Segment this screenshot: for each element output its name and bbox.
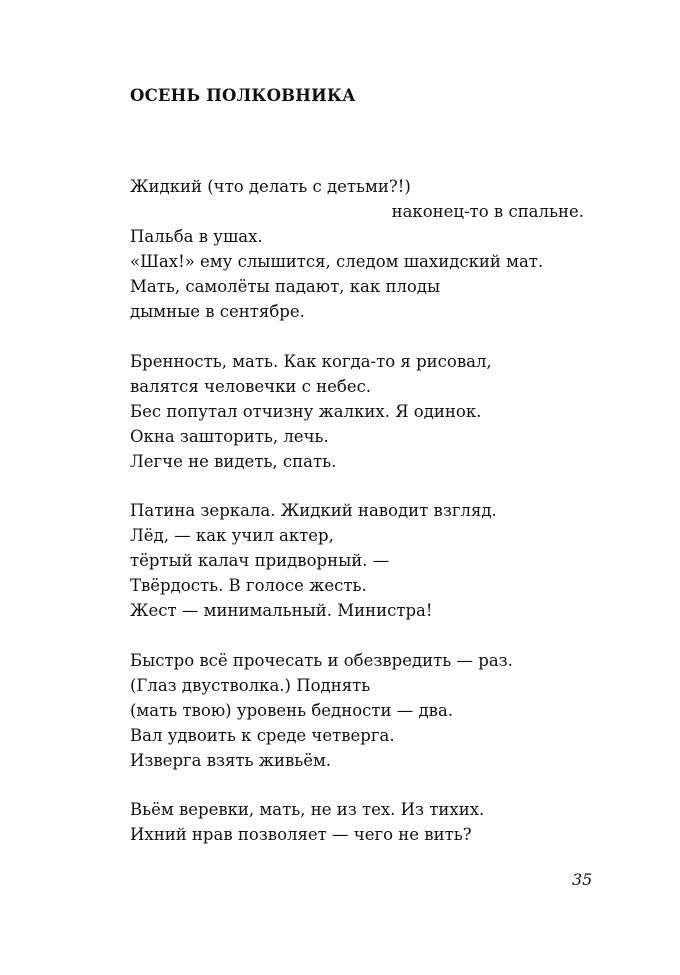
stanza-divider: [130, 474, 600, 499]
poem-line: Мать, самолёты падают, как плоды: [130, 277, 441, 296]
stanza-5: [130, 797, 600, 847]
poem-line: Изверга взять живьём.: [130, 750, 332, 770]
poem-title: ОСЕНЬ ПОЛКОВНИКА: [130, 86, 356, 105]
poem-line: Окна зашторить, лечь.: [130, 426, 329, 446]
poem-body: [130, 174, 600, 847]
poem-line: Твёрдость. В голосе жесть.: [130, 576, 367, 595]
stanza-1: [130, 174, 600, 324]
stanza-2: [130, 349, 600, 474]
page-number: 35: [572, 870, 593, 889]
poem-line: Пальба в ушах.: [130, 227, 263, 246]
poem-line: «Шах!» ему слышится, следом шахидский мат.: [130, 252, 544, 271]
stanza-divider: [130, 623, 600, 648]
poem-line: наконец-то в спальне.: [391, 202, 584, 221]
stanza-3: [130, 498, 600, 623]
poem-line: Лёд, — как учил актер,: [130, 526, 334, 545]
poem-line: Вьём веревки, мать, не из тех. Из тихих.: [130, 800, 485, 819]
poem-line: Жест — минимальный. Министра!: [130, 601, 433, 620]
poem-line: Жидкий (что делать с детьми?!): [130, 177, 411, 196]
poem-line: Патина зеркала. Жидкий наводит взгляд.: [130, 501, 497, 520]
poem-line: тёртый калач придворный. —: [130, 551, 390, 570]
poem-line: Ихний нрав позволяет — чего не вить?: [130, 825, 472, 844]
poem-line: Вал удвоить к среде четверга.: [130, 725, 395, 745]
poem-line: Бес попутал отчизну жалких. Я одинок.: [130, 401, 482, 421]
poem-line: валятся человечки с небес.: [130, 376, 372, 396]
poem-line: (Глаз двустволка.) Поднять: [130, 675, 371, 695]
stanza-divider: [130, 773, 600, 798]
poem-line: дымные в сентябре.: [130, 302, 305, 321]
stanza-4: [130, 648, 600, 773]
stanza-divider: [130, 324, 600, 349]
poem-line: Бренность, мать. Как когда-то я рисовал,: [130, 351, 492, 371]
poem-line: (мать твою) уровень бедности — два.: [130, 700, 454, 720]
poem-line: Быстро всё прочесать и обезвредить — раз.: [130, 650, 513, 670]
poem-line: Легче не видеть, спать.: [130, 451, 337, 471]
